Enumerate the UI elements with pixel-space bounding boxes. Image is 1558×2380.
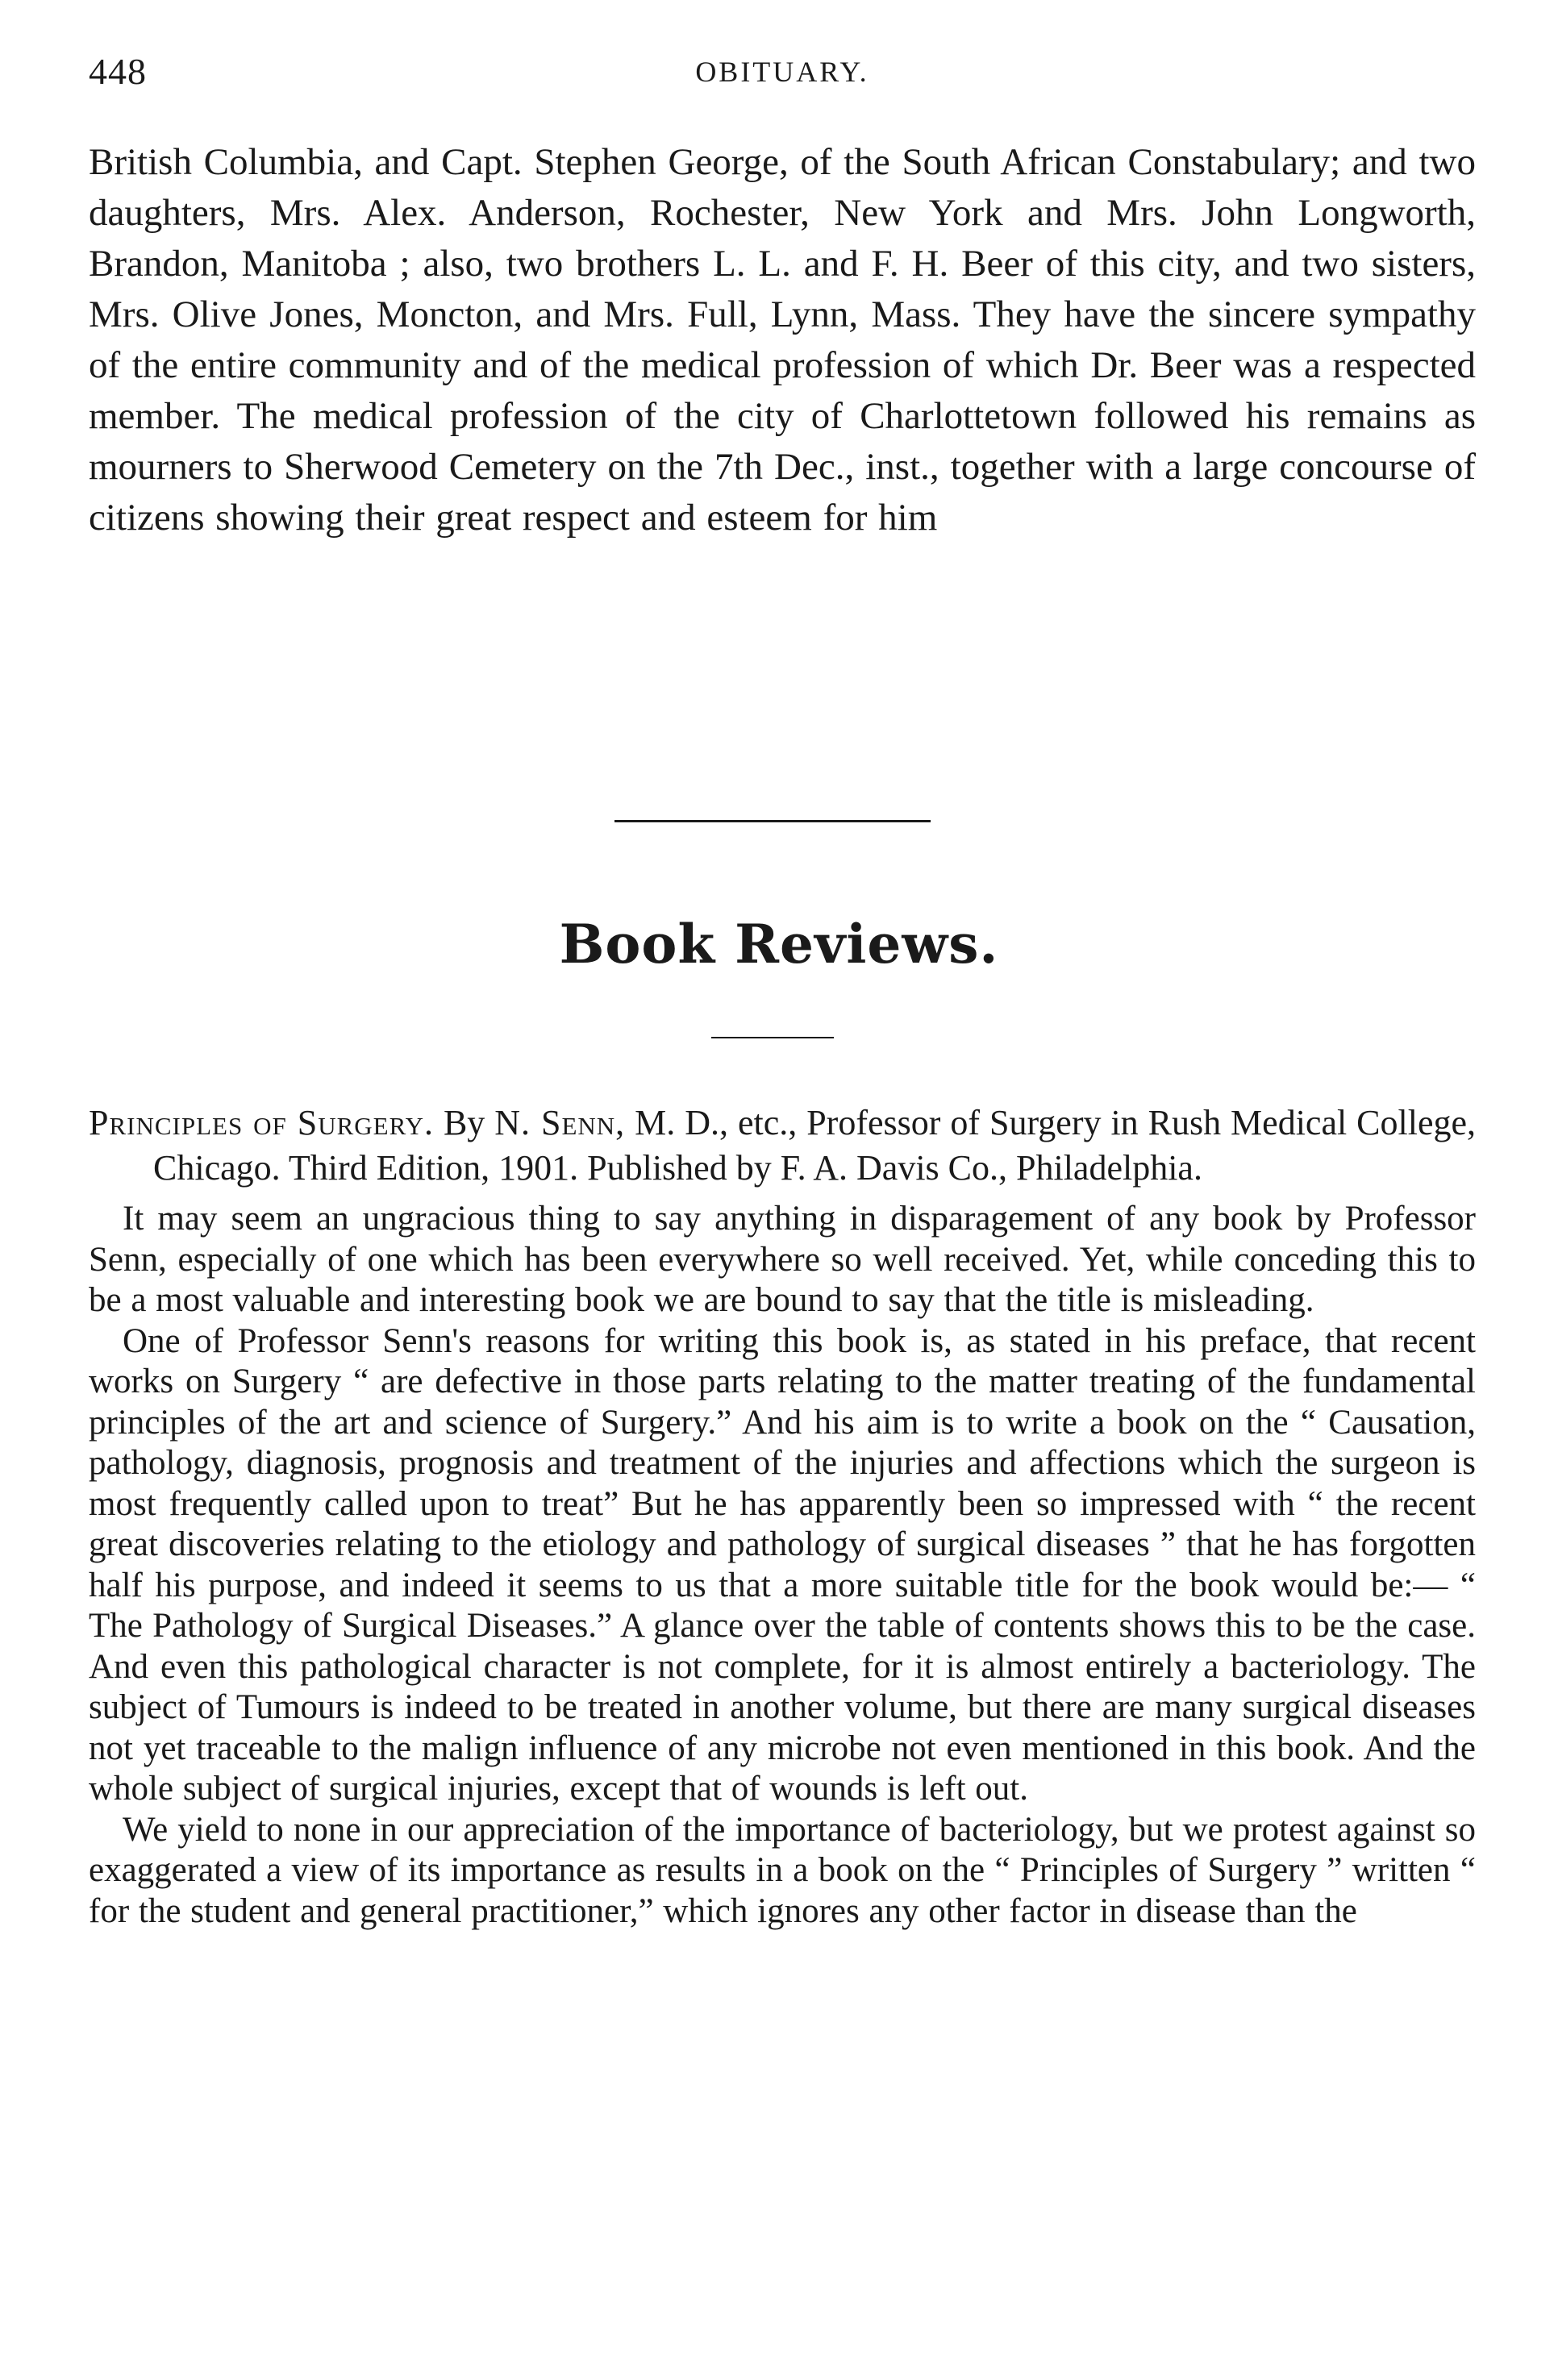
book-author: N. Senn, xyxy=(494,1103,626,1142)
book-review xyxy=(89,1101,1476,1932)
section-divider-bottom xyxy=(711,1037,834,1038)
review-body xyxy=(89,1199,1476,1932)
review-paragraph: It may seem an ungracious thing to say anything in disparagement of any book by Professor Senn, especially of one which has been everywhere so well received. Yet, while conceding this to be a most valuable and interesting book we are bound to say that the title is misleading. xyxy=(89,1200,1476,1319)
book-title: Principles of Surgery. xyxy=(89,1103,434,1142)
review-paragraph: We yield to none in our appreciation of the importance of bacteriology, but we protest against so exaggerated a view of its importance as results in a book on the “ Principles of Surgery ” written “ for the student and general practitioner,” which ignores any other factor in disease than the xyxy=(89,1810,1476,1930)
citation-details: M. D., etc., Professor of Surgery in Rush Medical College, Chicago. Third Edition, 1901. Published by F. A. Davis Co., Philadelphia. xyxy=(153,1103,1477,1188)
obituary-paragraph: British Columbia, and Capt. Stephen George, of the South African Constabulary; and two daughters, Mrs. Alex. Anderson, Rochester, New York and Mrs. John Longworth, Brandon, Manitoba ; also, two brothers L. L. and F. H. Beer of this city, and two sisters, Mrs. Olive Jones, Moncton, and Mrs. Full, Lynn, Mass. They have the sincere sympathy of the entire community and of the medical profession of which Dr. Beer was a respected member. The medical profession of the city of Charlottetown followed his remains as mourners to Sherwood Cemetery on the 7th Dec., inst., together with a large concourse of citizens showing their great respect and esteem for him xyxy=(89,141,1476,539)
obituary-section xyxy=(89,137,1476,543)
citation-by: By xyxy=(443,1103,485,1142)
section-title: Book Reviews. xyxy=(559,913,999,976)
review-citation xyxy=(89,1101,1476,1191)
page-number: 448 xyxy=(89,51,147,92)
section-divider-top xyxy=(614,820,931,822)
running-title: OBITUARY. xyxy=(695,56,869,88)
running-head xyxy=(89,50,1476,98)
review-paragraph: One of Professor Senn's reasons for writing this book is, as stated in his preface, that recent works on Surgery “ are defective in those parts relating to the matter treating of the fundamental principles of the art and science of Surgery.” And his aim is to write a book on the “ Causation, pathology, diagnosis, prognosis and treatment of the injuries and affections which the surgeon is most frequently called upon to treat” But he has apparently been so impressed with “ the recent great discoveries relating to the etiology and pathology of surgical diseases ” that he has forgotten half his purpose, and indeed it seems to us that a more suitable title for the book would be:— “ The Pathology of Surgical Diseases.” A glance over the table of contents shows this to be the case. And even this pathological character is not complete, for it is almost entirely a bacteriology. The subject of Tumours is indeed to be treated in another volume, but there are many surgical diseases not yet traceable to the malign influence of any microbe not even mentioned in this book. And the whole subject of surgical injuries, except that of wounds is left out. xyxy=(89,1321,1476,1808)
